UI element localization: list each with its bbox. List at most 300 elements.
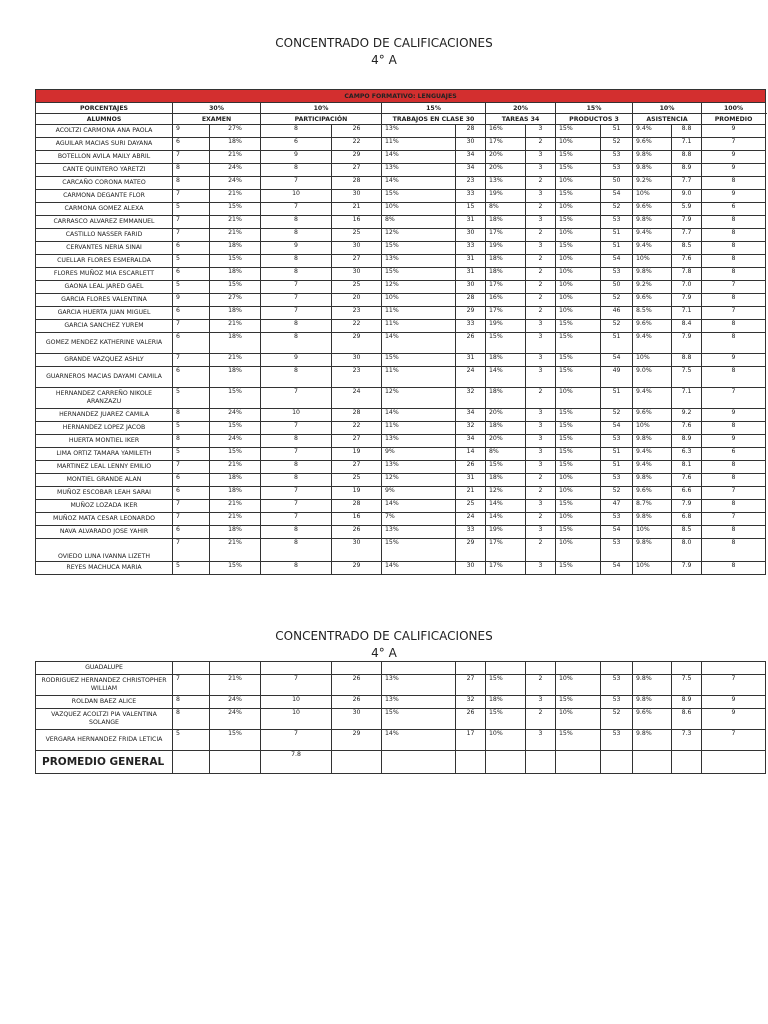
grade-cell: 24% [210,177,261,190]
grade-cell: 24% [210,709,261,730]
grade-cell: 9.6% [633,487,672,500]
grade-cell: 7 [173,500,210,513]
grade-cell: 13% [486,177,526,190]
grade-cell: 7 [173,320,210,333]
grade-cell: 8.9 [672,696,702,709]
weight-header: 15% [556,103,633,114]
student-name: GOMEZ MENDEZ KATHERINE VALERIA [36,333,173,354]
grade-cell: 3 [526,190,556,203]
grade-cell: 54 [601,422,633,435]
grade-cell: 10% [556,177,601,190]
table-row [36,388,766,409]
grade-cell: 15% [210,203,261,216]
grade-cell: 8 [702,229,766,242]
grade-cell [332,662,382,675]
grade-cell: 8 [702,422,766,435]
grade-cell: 15% [556,562,601,575]
grade-cell: 10 [261,696,332,709]
grade-cell: 24 [456,513,486,526]
grade-cell: 30 [456,562,486,575]
grade-cell: 8 [702,294,766,307]
grade-cell: 26 [332,125,382,138]
grade-cell: 15% [556,696,601,709]
grade-cell: 8 [173,696,210,709]
weight-header: 20% [486,103,556,114]
grade-cell: 10% [556,539,601,562]
grade-cell: 54 [601,562,633,575]
grade-cell: 8 [702,268,766,281]
student-name: ACOLTZI CARMONA ANA PAOLA [36,125,173,138]
grade-cell: 31 [456,354,486,367]
grade-cell: 19% [486,190,526,203]
grade-cell: 23 [456,177,486,190]
grade-cell: 7 [261,307,332,320]
grade-cell: 18% [486,255,526,268]
grade-cell: 9.4% [633,448,672,461]
grade-cell: 9.8% [633,474,672,487]
weight-header: 10% [261,103,382,114]
grade-cell: 7.6 [672,474,702,487]
grade-cell: 31 [456,474,486,487]
weight-header: 100% [702,103,766,114]
grade-cell: 14% [486,367,526,388]
grade-cell: 33 [456,242,486,255]
grade-cell: 50 [601,177,633,190]
grade-cell: 28 [332,177,382,190]
grade-cell: 10% [556,255,601,268]
grade-cell: 18% [486,216,526,229]
student-name: NAVA ALVARADO JOSE YAHIR [36,526,173,539]
grade-cell: 54 [601,526,633,539]
grade-cell: 12% [382,388,456,409]
grade-cell: 2 [526,513,556,526]
grade-cell: 10% [556,307,601,320]
grade-cell: 53 [601,164,633,177]
grade-cell: 14% [382,177,456,190]
grade-cell: 14% [382,500,456,513]
grade-cell: 7.9 [672,333,702,354]
grade-cell: 27 [332,164,382,177]
grade-cell: 9.8% [633,151,672,164]
grade-cell: 11% [382,320,456,333]
student-name: BOTELLON AVILA MAILY ABRIL [36,151,173,164]
grade-cell: 34 [456,409,486,422]
grade-cell: 53 [601,513,633,526]
grade-cell [382,662,456,675]
grade-cell: 23 [332,307,382,320]
table-row [36,307,766,320]
grade-cell: 15% [556,151,601,164]
student-name: LIMA ORTIZ TAMARA YAMILETH [36,448,173,461]
student-name: HERNANDEZ CARREÑO NIKOLE ARANZAZU [36,388,173,409]
grade-cell: 6 [261,138,332,151]
grade-cell: 15% [556,242,601,255]
grade-cell: 2 [526,709,556,730]
grade-cell: 21% [210,461,261,474]
grade-cell: 9.0 [672,190,702,203]
grade-cell: 8 [702,461,766,474]
table-row [36,513,766,526]
grade-cell: 8 [173,709,210,730]
grade-cell: 8.8 [672,354,702,367]
grade-cell: 15% [486,675,526,696]
grade-cell [173,662,210,675]
grade-cell: 9.0% [633,367,672,388]
grade-cell: 6.8 [672,513,702,526]
grade-cell: 21% [210,539,261,562]
grade-cell: 7 [702,513,766,526]
grade-cell: 7 [261,422,332,435]
grade-cell: 21% [210,229,261,242]
table-row [36,125,766,138]
grade-cell [486,662,526,675]
grade-cell: 26 [332,696,382,709]
grade-cell: 8 [702,562,766,575]
grade-cell: 14% [486,500,526,513]
table-row [36,730,766,751]
grade-cell: 30 [456,281,486,294]
grade-cell: 30 [332,709,382,730]
grade-cell: 22 [332,320,382,333]
student-name: RODRIGUEZ HERNANDEZ CHRISTOPHER WILLIAM [36,675,173,696]
grade-cell: 15% [210,255,261,268]
grades-table [35,89,766,575]
grade-cell: 3 [526,216,556,229]
campo-formativo-header: CAMPO FORMATIVO: LENGUAJES [36,90,766,103]
grade-cell: 52 [601,409,633,422]
grade-cell: 8.7% [633,500,672,513]
grade-cell: 2 [526,474,556,487]
grade-cell: 14% [382,730,456,751]
page-title: CONCENTRADO DE CALIFICACIONES [275,629,493,643]
grade-cell: 20% [486,409,526,422]
student-name: GARCIA SANCHEZ YUREM [36,320,173,333]
grade-cell: 15% [556,320,601,333]
weight-header: 15% [382,103,486,114]
table-row [36,539,766,562]
grade-cell: 51 [601,229,633,242]
grade-cell: 27% [210,294,261,307]
grade-cell: 26 [456,461,486,474]
grade-cell: 9.4% [633,333,672,354]
grade-cell: 7 [702,388,766,409]
grade-cell: 13% [382,526,456,539]
grade-cell: 29 [332,151,382,164]
grade-cell: 16 [332,513,382,526]
grade-cell: 27 [332,255,382,268]
table-row [36,164,766,177]
grade-cell: 29 [456,539,486,562]
grade-cell: 9.6% [633,409,672,422]
grade-cell: 10% [382,294,456,307]
weight-header: 30% [173,103,261,114]
grade-cell: 34 [456,435,486,448]
grade-cell: 21% [210,320,261,333]
grade-cell: 2 [526,255,556,268]
grade-cell: 21% [210,190,261,203]
student-name: CUELLAR FLORES ESMERALDA [36,255,173,268]
grade-cell: 52 [601,487,633,500]
grade-cell: 7 [702,487,766,500]
grade-cell: 13% [382,461,456,474]
grade-cell: 7.9 [672,500,702,513]
grade-cell: 10% [486,730,526,751]
grade-cell: 29 [332,333,382,354]
grade-cell: 10% [556,294,601,307]
grade-cell: 15% [556,190,601,203]
table-row [36,662,766,675]
grade-cell: 8 [702,367,766,388]
grade-cell: 15% [210,388,261,409]
grade-cell: 17% [486,307,526,320]
student-name: VAZQUEZ ACOLTZI PIA VALENTINA SOLANGE [36,709,173,730]
grade-cell: 3 [526,242,556,255]
grade-cell: 19 [332,487,382,500]
table-row [36,526,766,539]
grade-cell: 2 [526,307,556,320]
grade-cell: 18% [210,526,261,539]
grade-cell: 15 [456,203,486,216]
grade-cell: 51 [601,388,633,409]
grade-cell: 34 [456,151,486,164]
student-name: CARMONA DEGANTE FLOR [36,190,173,203]
grade-cell: 11% [382,307,456,320]
grade-cell: 3 [526,422,556,435]
grade-cell: 17% [486,229,526,242]
grade-cell: 7 [173,190,210,203]
student-name: GARCIA HUERTA JUAN MIGUEL [36,307,173,320]
student-name: HERNANDEZ LOPEZ JACOB [36,422,173,435]
category-header: PARTICIPACIÓN [261,114,382,125]
grade-cell: 18% [486,422,526,435]
grade-cell: 15% [382,709,456,730]
grade-cell: 7 [702,307,766,320]
grade-cell: 7.1 [672,388,702,409]
grade-cell: 9 [702,151,766,164]
grade-cell: 7.7 [672,177,702,190]
student-name: CASTILLO NASSER FARID [36,229,173,242]
grade-cell: 10% [556,675,601,696]
grade-cell: 9 [702,164,766,177]
grade-cell: 53 [601,435,633,448]
grade-cell: 2 [526,268,556,281]
grade-cell: 28 [332,500,382,513]
alumnos-label: ALUMNOS [36,114,173,125]
grade-cell: 8 [702,474,766,487]
grade-cell: 6 [173,367,210,388]
grade-cell: 15% [556,125,601,138]
grade-cell: 6 [173,526,210,539]
grade-cell: 7 [261,730,332,751]
grade-cell: 3 [526,320,556,333]
table-row [36,320,766,333]
grade-cell: 21 [332,203,382,216]
student-name: CERVANTES NERIA SINAI [36,242,173,255]
table-row [36,281,766,294]
student-name: CANTE QUINTERO YARETZI [36,164,173,177]
grade-cell: 9% [382,487,456,500]
grade-cell: 8.5% [633,307,672,320]
grade-cell: 5 [173,281,210,294]
grade-cell: 16% [486,294,526,307]
student-name: HUERTA MONTIEL IKER [36,435,173,448]
grade-cell: 21% [210,675,261,696]
grade-cell: 7.1 [672,138,702,151]
grade-cell: 17% [486,138,526,151]
grade-cell: 3 [526,354,556,367]
grade-cell: 8.5 [672,242,702,255]
grade-cell: 5 [173,255,210,268]
table-row [36,696,766,709]
grade-cell: 15% [382,354,456,367]
grade-cell: 53 [601,696,633,709]
grade-cell: 15% [556,409,601,422]
grade-cell: 7.0 [672,281,702,294]
weight-header: 10% [633,103,702,114]
table-row [36,474,766,487]
grade-cell: 9.6% [633,709,672,730]
grade-cell: 10% [556,138,601,151]
grade-cell: 9.4% [633,388,672,409]
grade-cell: 14% [382,409,456,422]
category-header: ASISTENCIA [633,114,702,125]
grade-cell: 15% [382,539,456,562]
grade-cell: 10% [556,388,601,409]
table-row [36,409,766,422]
table-row [36,268,766,281]
grade-cell: 18% [486,474,526,487]
grade-cell: 3 [526,125,556,138]
grade-cell: 3 [526,562,556,575]
grade-cell: 15% [556,354,601,367]
student-name: ROLDAN BAEZ ALICE [36,696,173,709]
grade-cell: 2 [526,294,556,307]
table-row [36,487,766,500]
grade-cell: 10% [633,255,672,268]
grade-cell: 6 [173,307,210,320]
grade-cell: 9.4% [633,242,672,255]
grade-cell: 6 [702,448,766,461]
student-name: HERNANDEZ JUAREZ CAMILA [36,409,173,422]
grade-cell: 30 [332,242,382,255]
grade-cell: 10% [382,203,456,216]
grade-cell: 7% [382,513,456,526]
grade-cell: 22 [332,138,382,151]
grade-cell: 18% [210,307,261,320]
grade-cell: 8.9 [672,164,702,177]
grade-cell [261,662,332,675]
grade-cell: 10% [633,526,672,539]
grade-cell: 14% [382,333,456,354]
grade-cell: 18% [210,138,261,151]
grade-cell: 9 [173,125,210,138]
student-name: OVIEDO LUNA IVANNA LIZETH [36,539,173,562]
grade-cell: 7 [173,675,210,696]
grade-cell: 6 [173,242,210,255]
grade-cell: 25 [332,474,382,487]
grade-cell: 9.8% [633,216,672,229]
student-name: MONTIEL GRANDE ALAN [36,474,173,487]
grade-cell: 5 [173,422,210,435]
grade-cell: 3 [526,526,556,539]
grade-cell: 2 [526,388,556,409]
table-row [36,294,766,307]
grade-cell: 7 [261,177,332,190]
grade-cell: 30 [332,268,382,281]
grade-cell: 8 [261,164,332,177]
grade-cell: 53 [601,539,633,562]
grade-cell: 15% [556,526,601,539]
grade-cell: 25 [332,229,382,242]
grade-cell: 15% [556,435,601,448]
grade-cell: 3 [526,409,556,422]
grade-cell: 7 [261,500,332,513]
grade-cell: 13% [382,696,456,709]
grade-cell: 52 [601,709,633,730]
grade-cell: 17% [486,281,526,294]
grade-cell: 24% [210,164,261,177]
grade-cell: 53 [601,268,633,281]
grade-cell: 15% [210,730,261,751]
grade-cell: 8 [702,500,766,513]
grade-cell: 19% [486,242,526,255]
grade-cell: 20% [486,435,526,448]
grade-cell: 14% [486,513,526,526]
grade-cell: 18% [486,268,526,281]
grade-cell: 8.9 [672,435,702,448]
grade-cell: 33 [456,190,486,203]
grade-cell: 52 [601,203,633,216]
grade-cell: 47 [601,500,633,513]
grade-cell: 5.9 [672,203,702,216]
grade-cell: 14% [382,562,456,575]
grade-cell: 26 [456,333,486,354]
grade-cell: 18% [210,268,261,281]
grade-cell: 7 [173,229,210,242]
grade-cell: 8 [173,164,210,177]
grade-cell: 9.8% [633,268,672,281]
table-row [36,354,766,367]
grade-cell: 7.5 [672,675,702,696]
grade-cell: 7.5 [672,367,702,388]
grade-cell: 7.6 [672,255,702,268]
grade-cell: 15% [556,367,601,388]
grade-cell: 10% [556,474,601,487]
grade-cell: 9.8% [633,696,672,709]
grade-cell: 10 [261,709,332,730]
grade-cell [456,662,486,675]
grade-cell: 3 [526,164,556,177]
grade-cell: 8.8 [672,151,702,164]
porcentajes-label: PORCENTAJES [36,103,173,114]
category-header: TRABAJOS EN CLASE 30 [382,114,486,125]
grade-cell: 50 [601,281,633,294]
grade-cell: 17% [486,562,526,575]
grade-cell: 8 [702,177,766,190]
student-name: MUÑOZ LOZADA IKER [36,500,173,513]
grade-cell: 29 [332,730,382,751]
grade-cell: 20 [332,294,382,307]
grade-cell: 53 [601,675,633,696]
grade-cell: 19% [486,526,526,539]
grade-cell: 2 [526,675,556,696]
grade-cell: 22 [332,422,382,435]
grade-cell: 10% [556,709,601,730]
grade-cell: 10% [556,229,601,242]
grade-cell: 12% [382,474,456,487]
grade-cell: 9 [261,242,332,255]
grade-cell: 12% [382,229,456,242]
